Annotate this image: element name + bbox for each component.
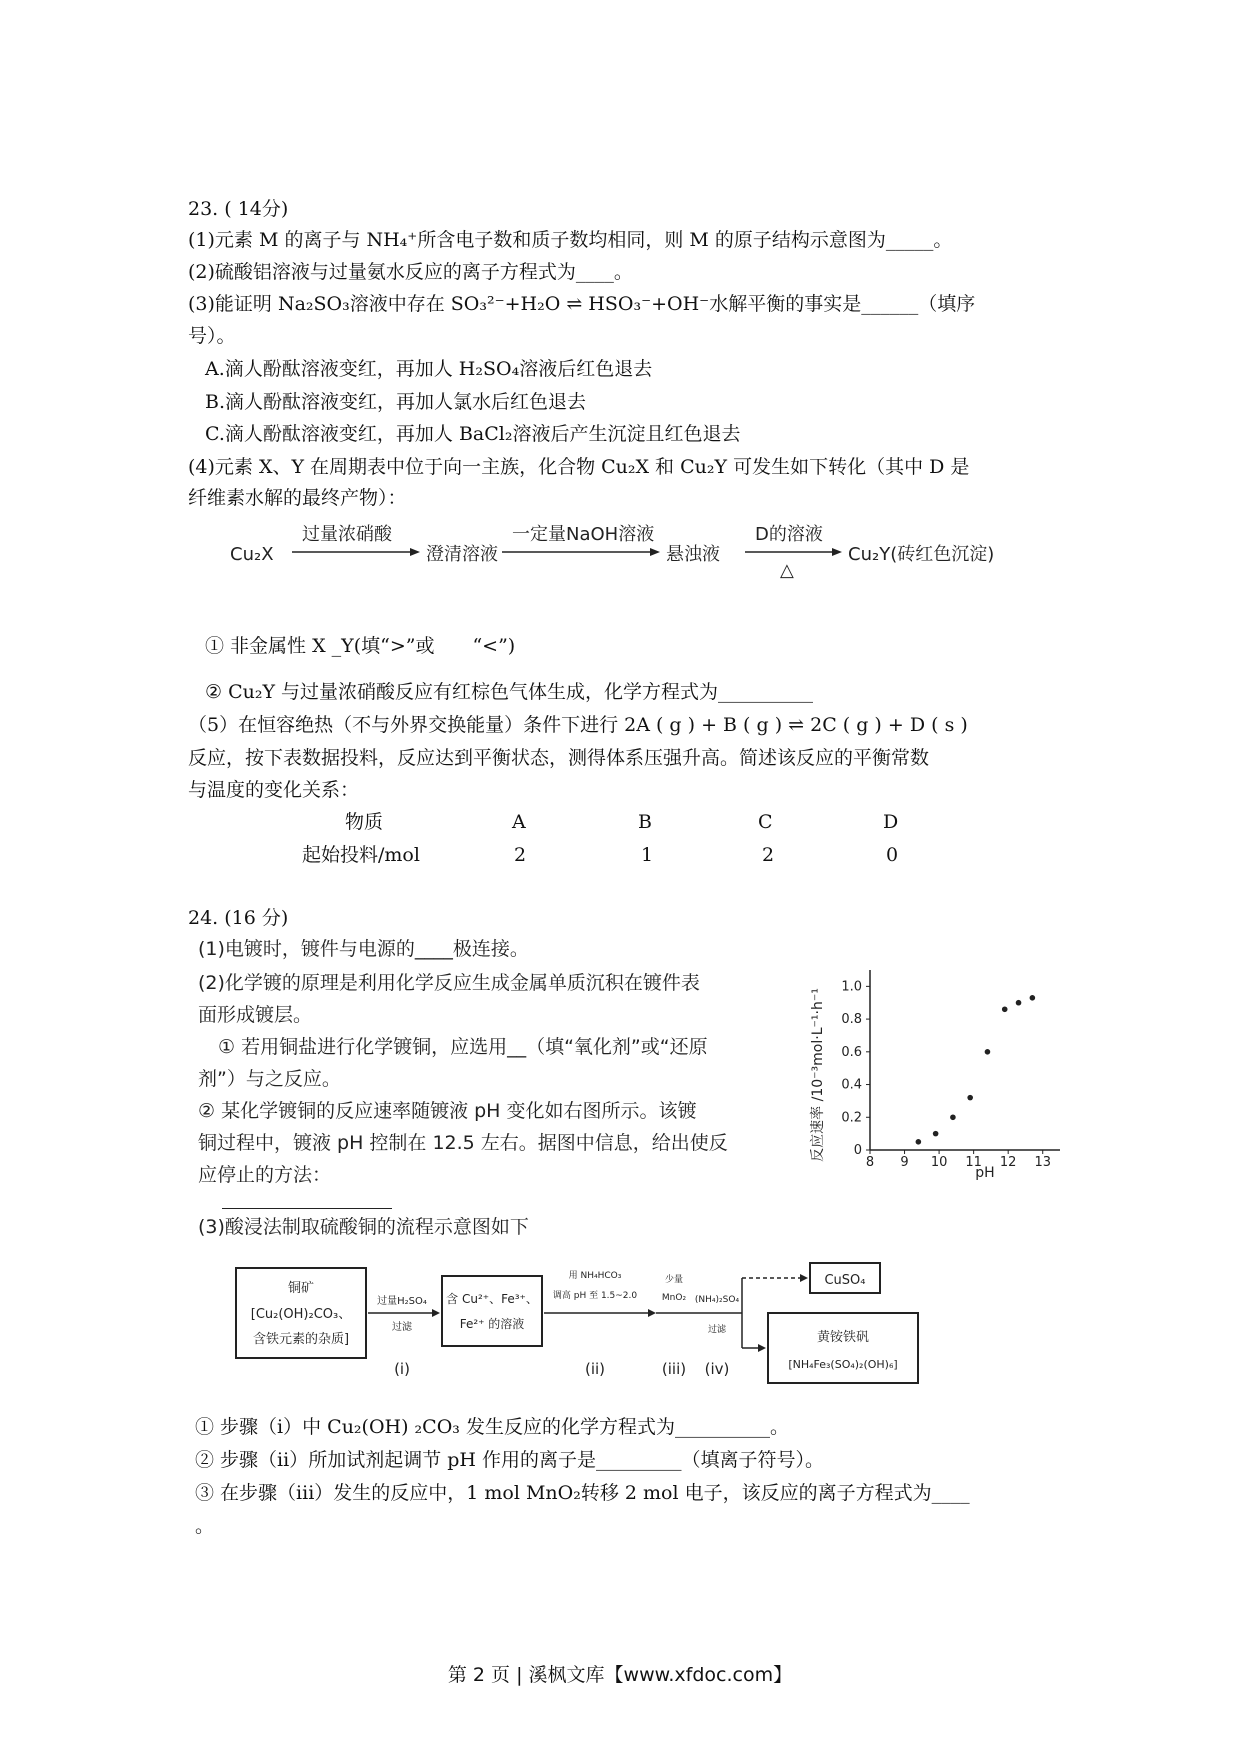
q23-header: 23. ( 14分) — [188, 198, 289, 220]
flow-box-solution-line1: 含 Cu²⁺、Fe³⁺、 — [446, 1292, 538, 1306]
table-cell: 2 — [514, 844, 527, 866]
q23-part3-line1: (3)能证明 Na₂SO₃溶液中存在 SO₃²⁻+H₂O ⇌ HSO₃⁻+OH⁻水解平衡的事实是______（填序 — [188, 293, 976, 315]
q24-part2-line1: (2)化学镀的原理是利用化学反应生成金属单质沉积在镀件表 — [198, 972, 700, 994]
q24-part3: (3)酸浸法制取硫酸铜的流程示意图如下 — [198, 1216, 529, 1238]
chart-y-tick-label: 0.8 — [841, 1012, 862, 1028]
flow-arrow1-bottom: 过滤 — [392, 1322, 412, 1333]
chart-x-tick-label: 9 — [900, 1155, 909, 1170]
flow-box-ore-line3: 含铁元素的杂质] — [252, 1332, 350, 1347]
table-header-cell: 物质 — [345, 811, 384, 833]
chart-data-point — [1030, 995, 1036, 1001]
q23-part3-line2: 号）。 — [188, 325, 236, 347]
q24-step3-end: 。 — [195, 1515, 215, 1537]
q23-part2: (2)硫酸铝溶液与过量氨水反应的离子方程式为____。 — [188, 261, 633, 283]
q24-step1: ① 步骤（i）中 Cu₂(OH) ₂CO₃ 发生反应的化学方程式为__________。 — [195, 1416, 789, 1438]
chart-x-tick-label: 12 — [999, 1155, 1017, 1170]
table-header-cell: B — [638, 811, 652, 833]
q24-part2-line2: 面形成镀层。 — [198, 1004, 313, 1026]
flow-box-jarosite-line2: [NH₄Fe₃(SO₄)₂(OH)₆] — [788, 1358, 898, 1371]
q24-header: 24. (16 分) — [188, 907, 289, 929]
flow-arrow3-top1: 少量 — [664, 1275, 684, 1285]
flow-step1: (i) — [394, 1360, 410, 1378]
chart-x-tick-label: 10 — [930, 1155, 948, 1170]
flow-arrow3-top2: MnO₂ — [661, 1293, 687, 1303]
q23-option-c: C.滴人酚酞溶液变红，再加人 BaCl₂溶液后产生沉淀且红色退去 — [205, 423, 741, 445]
chart-data-point — [933, 1131, 939, 1137]
flow-start-label: Cu₂X — [230, 544, 274, 565]
q23-part5-line3: 与温度的变化关系： — [188, 779, 360, 801]
q23-part4-line1: (4)元素 X、Y 在周期表中位于向一主族，化合物 Cu₂X 和 Cu₂Y 可发生如下转化（其中 D 是 — [188, 456, 970, 478]
q24-part2-line6: 铜过程中，镀液 pH 控制在 12.5 左右。据图中信息，给出使反 — [198, 1132, 728, 1154]
table-cell: 0 — [886, 844, 899, 866]
chart-y-tick-label: 0 — [853, 1143, 862, 1158]
q23-part5-line2: 反应，按下表数据投料，反应达到平衡状态，测得体系压强升高。简述该反应的平衡常数 — [188, 747, 930, 769]
chart-x-tick-label: 8 — [865, 1155, 875, 1170]
q24-part2-line7: 应停止的方法： — [198, 1164, 332, 1186]
table-header-cell: A — [512, 811, 526, 833]
chart-data-point — [967, 1095, 973, 1101]
table-header-cell: C — [758, 811, 773, 833]
flow-mid2-label: 悬浊液 — [666, 544, 720, 565]
page-footer: 第 2 页 | 溪枫文库【www.xfdoc.com】 — [447, 1664, 793, 1686]
table-cell: 1 — [641, 844, 654, 866]
q24-part2-line5: ② 某化学镀铜的反应速率随镀液 pH 变化如右图所示。该镀 — [198, 1100, 697, 1122]
flow-arrow3-label: D的溶液 — [755, 524, 823, 545]
q23-part1: (1)元素 M 的离子与 NH₄⁺所含电子数和质子数均相同，则 M 的原子结构示意图为_____。 — [188, 229, 953, 251]
flow-step4: (iv) — [704, 1360, 730, 1378]
copper-sulfate-process-diagram — [230, 1248, 1050, 1388]
flow-arrow1-label: 过量浓硝酸 — [302, 524, 392, 545]
q23-option-a: A.滴人酚酞溶液变红，再加人 H₂SO₄溶液后红色退去 — [205, 358, 653, 380]
chart-x-tick-label: 11 — [965, 1155, 982, 1170]
chart-x-tick-label: 13 — [1034, 1155, 1052, 1170]
chart-y-axis-label: 反应速率 /10⁻³mol·L⁻¹·h⁻¹ — [810, 988, 826, 1162]
table-cell: 2 — [762, 844, 775, 866]
flow-arrow4-top: (NH₄)₂SO₄ — [694, 1295, 740, 1305]
flow-box-solution — [442, 1276, 542, 1346]
table-cell: 起始投料/mol — [302, 844, 420, 866]
q23-part4-line2: 纤维素水解的最终产物）： — [188, 487, 407, 509]
flow-box-jarosite — [768, 1313, 918, 1383]
chart-y-tick-label: 1.0 — [841, 979, 862, 995]
flow-box-cuso4-label: CuSO₄ — [824, 1273, 866, 1288]
flow-arrow2-top1: 用 NH₄HCO₃ — [568, 1271, 622, 1281]
chart-x-axis-label: pH — [975, 1165, 995, 1181]
q24-part2-line3: ① 若用铜盐进行化学镀铜，应选用__（填“氧化剂”或“还原 — [218, 1036, 708, 1058]
flow-arrow1-top: 过量H₂SO₄ — [377, 1296, 427, 1307]
flow-box-solution-line2: Fe²⁺ 的溶液 — [459, 1317, 525, 1331]
q23-sub2: ② Cu₂Y 与过量浓硝酸反应有红棕色气体生成，化学方程式为__________ — [205, 681, 814, 703]
flow-step3: (iii) — [661, 1360, 687, 1378]
q23-sub1: ① 非金属性 X _Y(填“>”或 “<”) — [205, 635, 516, 657]
flow-box-ore-line2: [Cu₂(OH)₂CO₃、 — [250, 1307, 352, 1322]
answer-blank-line — [222, 1208, 392, 1209]
flow-arrow3-heat-label: △ — [780, 560, 794, 580]
flow-step2: (ii) — [584, 1360, 606, 1378]
q24-step3: ③ 在步骤（iii）发生的反应中，1 mol MnO₂转移 2 mol 电子，该反应的离子方程式为____ — [195, 1482, 970, 1504]
q24-step2: ② 步骤（ii）所加试剂起调节 pH 作用的离子是_________（填离子符号）。 — [195, 1449, 825, 1471]
flow-mid1-label: 澄清溶液 — [426, 544, 498, 565]
q24-part1: (1)电镀时，镀件与电源的____极连接。 — [198, 938, 529, 960]
flow-arrow2-top2: 调高 pH 至 1.5~2.0 — [552, 1291, 638, 1301]
chart-data-point — [985, 1049, 991, 1055]
flow-box-ore-line1: 铜矿 — [287, 1281, 315, 1296]
chart-data-point — [1016, 1000, 1022, 1006]
rate-vs-ph-chart — [800, 955, 1080, 1185]
q23-option-b: B.滴人酚酞溶液变红，再加人氯水后红色退去 — [205, 391, 587, 413]
flow-box-jarosite-line1: 黄铵铁矾 — [816, 1330, 870, 1345]
table-header-cell: D — [883, 811, 899, 833]
cu-conversion-flow-diagram — [230, 520, 1030, 580]
chart-data-point — [950, 1114, 956, 1120]
flow-arrow2-label: 一定量NaOH溶液 — [512, 524, 655, 545]
chart-y-tick-label: 0.6 — [841, 1044, 862, 1060]
q23-part5-line1: （5）在恒容绝热（不与外界交换能量）条件下进行 2A ( g ) + B ( g ) ⇌ 2C ( g ) + D ( s ) — [188, 714, 968, 736]
chart-data-point — [1002, 1006, 1008, 1012]
chart-data-point — [916, 1139, 922, 1145]
q24-part2-line4: 剂”）与之反应。 — [198, 1068, 341, 1090]
chart-y-tick-label: 0.4 — [841, 1077, 862, 1093]
flow-arrow4-bottom: 过滤 — [707, 1325, 727, 1335]
chart-y-tick-label: 0.2 — [841, 1110, 862, 1126]
flow-end-label: Cu₂Y(砖红色沉淀) — [848, 544, 995, 565]
